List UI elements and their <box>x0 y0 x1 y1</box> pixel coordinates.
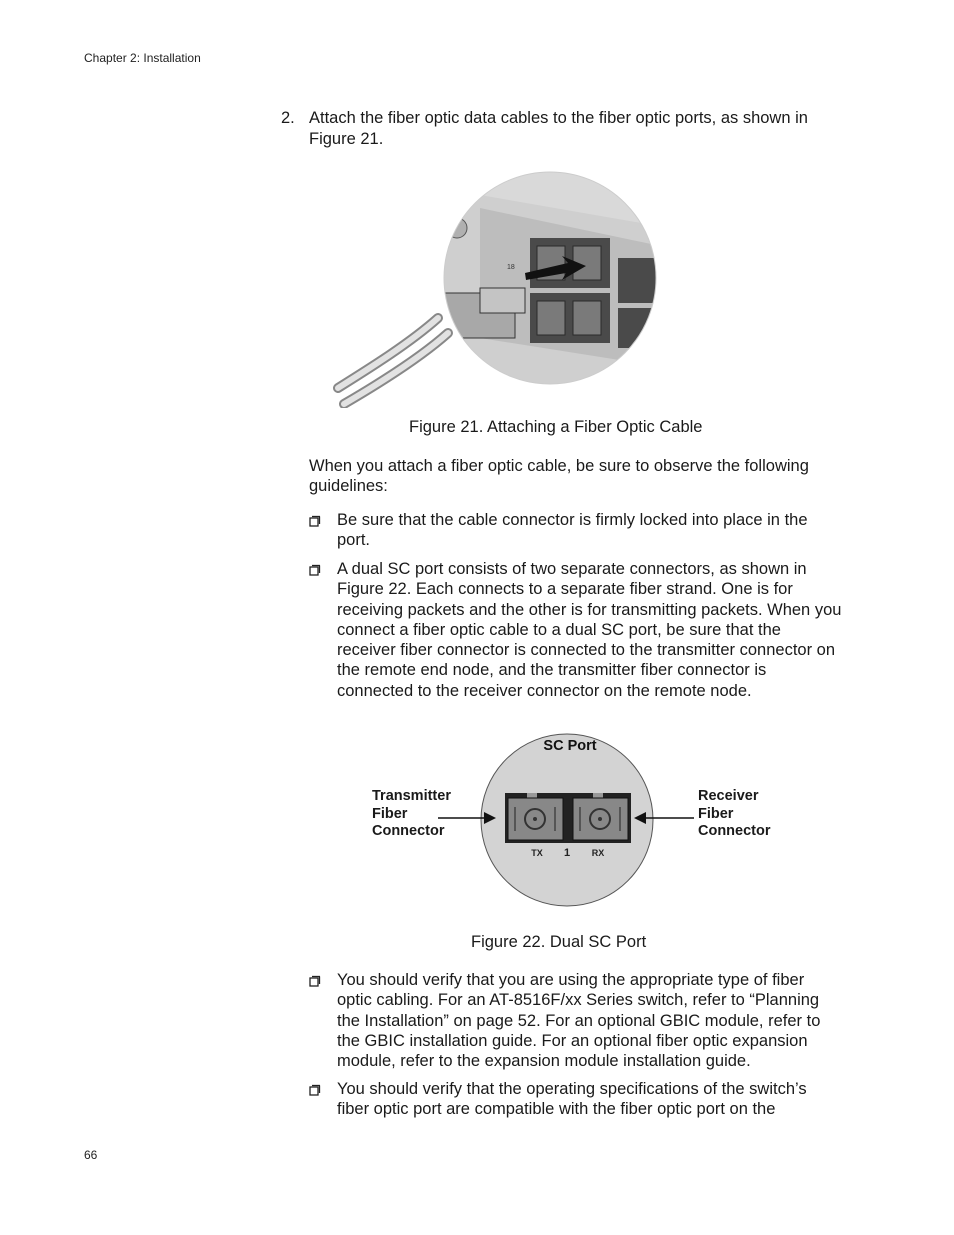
guidelines-intro: When you attach a fiber optic cable, be sure to observe the following guidelines: <box>309 457 809 496</box>
port-number: 1 <box>563 847 571 859</box>
bullet-text: A dual SC port consists of two separate connectors, as shown in Figure 22. Each connects to a separate fiber strand. One is for receiving packets and the other is for transmitting packets. When you connect a fiber optic cable to a dual SC port, be sure that the receiver fiber connector is connected to the transmitter connector on the remote end node, and the transmitter fiber connector is connected to the receiver connector on the remote node. <box>337 560 842 700</box>
port-number-label: 18 <box>507 264 515 271</box>
step-number: 2. <box>281 109 295 127</box>
page-number: 66 <box>84 1148 98 1162</box>
callout-line: Fiber <box>372 805 408 822</box>
sc-port-title: SC Port <box>543 738 597 754</box>
receiver-callout <box>698 788 771 841</box>
tx-label: TX <box>531 848 543 858</box>
running-header: Chapter 2: Installation <box>84 51 201 65</box>
bullet-text: Be sure that the cable connector is firmly locked into place in the port. <box>337 511 808 550</box>
callout-line: Receiver <box>698 788 759 804</box>
figure-22-caption: Figure 22. Dual SC Port <box>471 933 647 951</box>
callout-line: Transmitter <box>372 788 451 804</box>
checkbox-bullet-icon <box>309 975 321 987</box>
callout-line: Connector <box>372 823 445 839</box>
right-arrow-icon <box>632 811 694 825</box>
checkbox-bullet-icon <box>309 1084 321 1096</box>
bullet-text: You should verify that the operating specifications of the switch’s fiber optic port are compatible with the fiber optic port on the <box>337 1080 807 1119</box>
transmitter-callout <box>372 788 451 841</box>
checkbox-bullet-icon <box>309 564 321 576</box>
fiber-cable-illustration <box>330 168 660 408</box>
callout-line: Fiber <box>698 805 734 822</box>
step-text: Attach the fiber optic data cables to the fiber optic ports, as shown in Figure 21. <box>309 109 808 148</box>
bullet-text: You should verify that you are using the appropriate type of fiber optic cabling. For an AT-8516F/xx Series switch, refer to “Planning the Installation” on page 52. For an optional GBIC module, refer to the GBIC installation guide. For an optional fiber optic expansion module, refer to the expansion module installation guide. <box>337 971 821 1071</box>
callout-line: Connector <box>698 823 771 839</box>
checkbox-bullet-icon <box>309 515 321 527</box>
dual-sc-port-diagram <box>480 733 655 908</box>
rx-label: RX <box>591 848 605 858</box>
figure-21-caption: Figure 21. Attaching a Fiber Optic Cable <box>409 418 703 436</box>
